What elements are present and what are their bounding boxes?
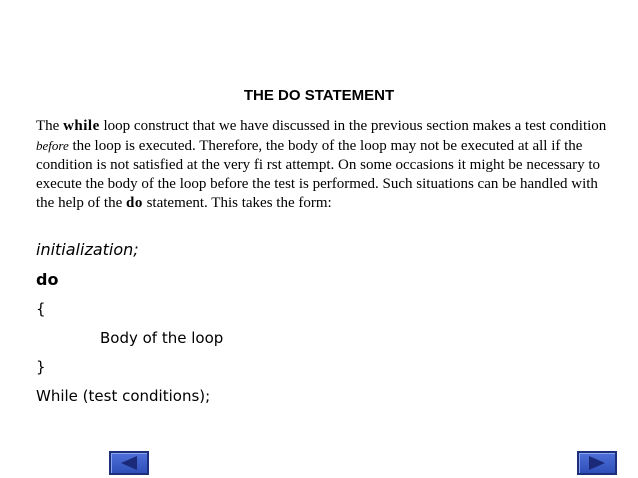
right-arrow-icon xyxy=(587,455,607,471)
left-arrow-icon xyxy=(119,455,139,471)
code-line-do: do xyxy=(36,270,59,289)
paragraph-text-1: The xyxy=(36,118,64,134)
paragraph-text-2: loop construct that we have discussed in the previous section makes a test condition xyxy=(99,118,607,134)
slide-title: THE DO STATEMENT xyxy=(243,87,395,104)
body-paragraph xyxy=(36,117,611,213)
code-line-close-brace: } xyxy=(36,358,46,376)
code-line-while: While (test conditions); xyxy=(36,387,211,405)
code-line-open-brace: { xyxy=(36,300,46,318)
code-line-initialization: initialization; xyxy=(36,240,139,259)
keyword-before: before xyxy=(36,138,69,153)
keyword-do: do xyxy=(125,195,143,211)
next-slide-button[interactable] xyxy=(577,451,617,475)
keyword-while: while xyxy=(63,118,100,134)
code-line-body: Body of the loop xyxy=(100,329,224,347)
paragraph-text-3: the loop is executed. Therefore, the body of the loop may not be executed at all if the condition is not satisfied at the very fi rst attempt. On some occasions it might be necessary to execute the body of the loop before the test is performed. Such situations can be handled with the help of the xyxy=(36,138,601,211)
paragraph-text-4: statement. This takes the form: xyxy=(142,195,332,211)
previous-slide-button[interactable] xyxy=(109,451,149,475)
